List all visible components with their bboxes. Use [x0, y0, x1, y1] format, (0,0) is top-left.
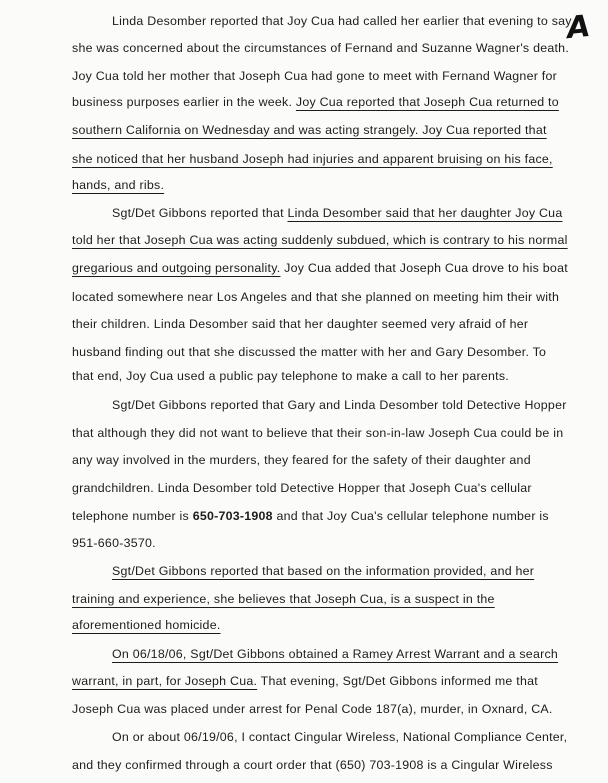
- text-line: [72, 151, 553, 167]
- text-line: she was concerned about the circumstances of Fernand and Suzanne Wagner's death.: [72, 41, 570, 55]
- text-line: Joy Cua told her mother that Joseph Cua had gone to meet with Fernand Wagner for: [72, 69, 557, 83]
- phone-number: 650-703-1908: [192, 509, 273, 523]
- underlined-text: hands, and ribs.: [72, 178, 165, 192]
- text-line: Joseph Cua was placed under arrest for Penal Code 187(a), murder, in Oxnard, CA.: [72, 702, 553, 716]
- text-line: any way involved in the murders, they feared for the safety of their daughter and: [72, 453, 531, 467]
- underlined-text: aforementioned homicide.: [72, 618, 221, 632]
- underlined-text: Linda Desomber said that her daughter Joy Cua: [287, 206, 563, 220]
- text-line: husband finding out that she discussed the matter with her and Gary Desomber. To: [72, 345, 547, 359]
- text-line: [72, 122, 547, 138]
- underlined-text: On 06/18/06, Sgt/Det Gibbons obtained a Ramey Arrest Warrant and a search: [112, 647, 559, 661]
- text-line: Linda Desomber reported that Joy Cua had called her earlier that evening to say: [112, 14, 572, 28]
- text-line: warrant, in part, for Joseph Cua. That evening, Sgt/Det Gibbons informed me that: [72, 674, 538, 688]
- text-line: gregarious and outgoing personality. Joy Cua added that Joseph Cua drove to his boat: [72, 261, 568, 275]
- text-line: [112, 646, 558, 662]
- text-line: On or about 06/19/06, I contact Cingular Wireless, National Compliance Center,: [112, 730, 568, 744]
- handwritten-exhibit-mark: A: [565, 8, 592, 47]
- text-line: 951-660-3570.: [72, 536, 156, 550]
- underlined-text: told her that Joseph Cua was acting suddenly subdued, which is contrary to his normal: [72, 233, 568, 247]
- text-line: their children. Linda Desomber said that her daughter seemed very afraid of her: [72, 317, 529, 331]
- underlined-text: training and experience, she believes that Joseph Cua, is a suspect in the: [72, 592, 495, 606]
- text-line: telephone number is 650-703-1908 and that Joy Cua's cellular telephone number is: [72, 509, 549, 523]
- text-line: [72, 232, 568, 248]
- text-line: that although they did not want to believe that their son-in-law Joseph Cua could be in: [72, 426, 564, 440]
- text-line: Sgt/Det Gibbons reported that Gary and Linda Desomber told Detective Hopper: [112, 398, 567, 412]
- underlined-text: gregarious and outgoing personality.: [72, 261, 281, 275]
- text-line: that end, Joy Cua used a public pay telephone to make a call to her parents.: [72, 369, 509, 383]
- text-line: [112, 563, 534, 579]
- underlined-text: warrant, in part, for Joseph Cua.: [72, 674, 258, 688]
- text-line: and they confirmed through a court order that (650) 703-1908 is a Cingular Wireless: [72, 758, 553, 772]
- underlined-text: southern California on Wednesday and was acting strangely. Joy Cua reported that: [72, 123, 547, 137]
- text-line: [72, 591, 495, 607]
- text-line: [72, 617, 221, 633]
- text-line: Sgt/Det Gibbons reported that Linda Desomber said that her daughter Joy Cua: [112, 206, 563, 220]
- text-line: [72, 177, 164, 193]
- text-line: business purposes earlier in the week. Joy Cua reported that Joseph Cua returned to: [72, 95, 559, 109]
- text-line: grandchildren. Linda Desomber told Detective Hopper that Joseph Cua's cellular: [72, 481, 532, 495]
- text-line: located somewhere near Los Angeles and that she planned on meeting him their with: [72, 290, 560, 304]
- underlined-text: Joy Cua reported that Joseph Cua returned to: [295, 95, 559, 109]
- underlined-text: she noticed that her husband Joseph had injuries and apparent bruising on his face,: [72, 152, 553, 166]
- underlined-text: Sgt/Det Gibbons reported that based on the information provided, and her: [112, 564, 535, 578]
